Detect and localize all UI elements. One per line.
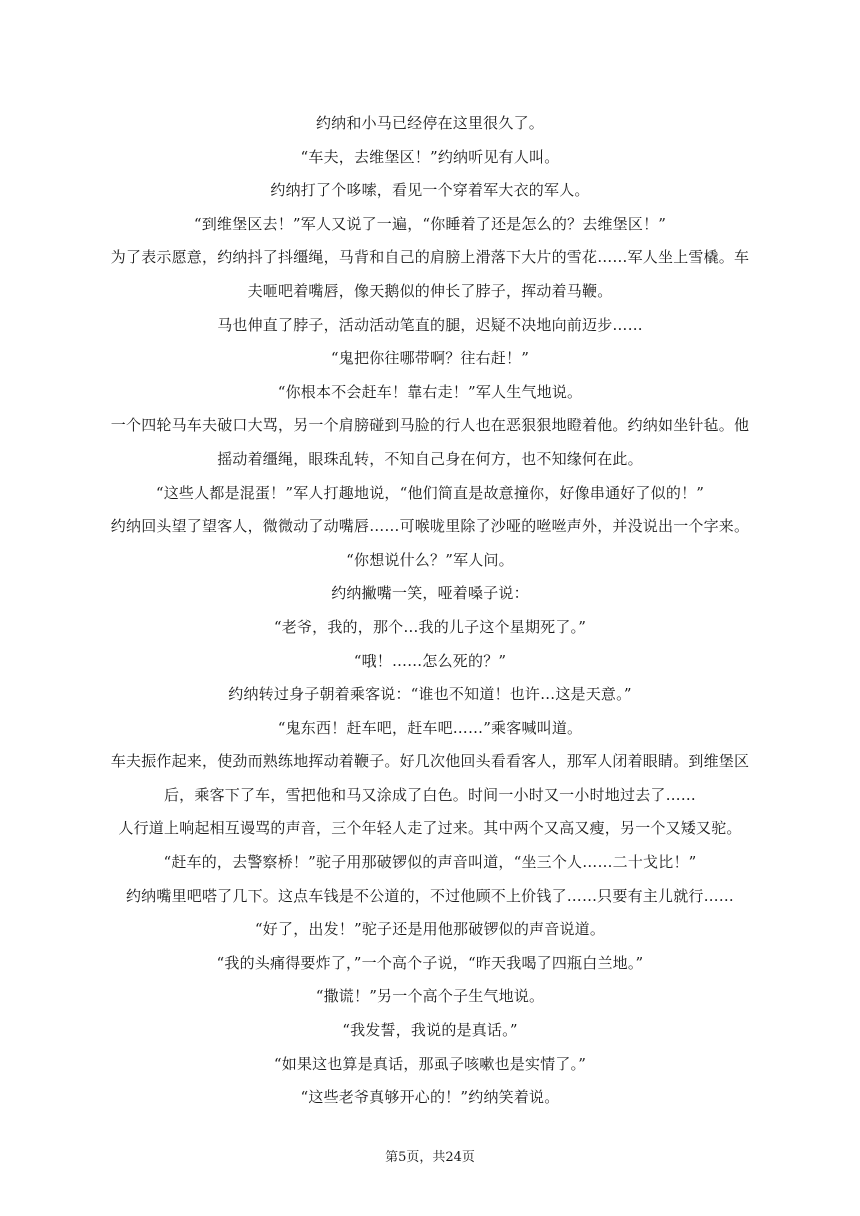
text-line: “赶车的，去警察桥！”驼子用那破锣似的声音叫道，“坐三个人……二十戈比！”	[163, 853, 697, 872]
text-line: “好了，出发！”驼子还是用他那破锣似的声音说道。	[254, 920, 606, 939]
text-line: “我的头痛得要炸了，”一个高个子说，“昨天我喝了四瓶白兰地。”	[216, 953, 644, 972]
text-line: “这些人都是混蛋！”军人打趣地说，“他们简直是故意撞你，好像串通好了似的！”	[155, 483, 705, 502]
text-line: 约纳打了个哆嗦，看见一个穿着军大衣的军人。	[270, 181, 590, 200]
text-line: 人行道上响起相互谩骂的声音，三个年轻人走了过来。其中两个又高又瘦，另一个又矮又驼。	[118, 819, 742, 838]
text-line: 约纳嘴里吧嗒了几下。这点车钱是不公道的，不过他顾不上价钱了……只要有主儿就行……	[125, 886, 734, 905]
text-line: “撒谎！”另一个高个子生气地说。	[315, 987, 545, 1006]
text-line: “你想说什么？”军人问。	[346, 550, 514, 569]
text-line: 约纳撇嘴一笑，哑着嗓子说：	[331, 584, 529, 603]
text-line: “车夫，去维堡区！”约纳听见有人叫。	[300, 147, 560, 166]
text-line: “我发誓，我说的是真话。”	[342, 1021, 518, 1040]
text-line: 约纳转过身子朝着乘客说：“谁也不知道！也许…这是天意。”	[228, 685, 632, 704]
text-line: “如果这也算是真话，那虱子咳嗽也是实情了。”	[273, 1054, 587, 1073]
text-line: 车夫振作起来，使劲而熟练地挥动着鞭子。好几次他回头看看客人，那军人闭着眼睛。到维堡区	[110, 752, 750, 771]
text-line: “鬼把你往哪带啊？往右赶！”	[330, 349, 530, 368]
text-line: 一个四轮马车夫破口大骂，另一个肩膀碰到马脸的行人也在恶狠狠地瞪着他。约纳如坐针毡。他	[110, 416, 750, 435]
text-line: 马也伸直了脖子，活动活动笔直的腿，迟疑不决地向前迈步……	[217, 315, 643, 334]
document-body	[108, 107, 752, 1115]
text-line: “你根本不会赶车！靠右走！”军人生气地说。	[277, 382, 583, 401]
text-line: “到维堡区去！”军人又说了一遍，“你睡着了还是怎么的？去维堡区！”	[193, 214, 667, 233]
text-line: “哦！……怎么死的？”	[353, 651, 507, 670]
text-line: 为了表示愿意，约纳抖了抖缰绳，马背和自己的肩膀上滑落下大片的雪花……军人坐上雪橇。车	[110, 248, 750, 267]
page-footer: 第5页，共24页	[385, 1150, 475, 1165]
text-line: “老爷，我的，那个…我的儿子这个星期死了。”	[273, 617, 587, 636]
text-line: 约纳和小马已经停在这里很久了。	[315, 114, 544, 132]
text-line: 约纳回头望了望客人，微微动了动嘴唇……可喉咙里除了沙哑的咝咝声外，并没说出一个字来。	[110, 517, 750, 536]
text-line: 夫咂吧着嘴唇，像天鹅似的伸长了脖子，挥动着马鞭。	[247, 281, 613, 300]
text-line: 后，乘客下了车，雪把他和马又涂成了白色。时间一小时又一小时地过去了……	[163, 785, 696, 804]
text-line: “鬼东西！赶车吧，赶车吧……”乘客喊叫道。	[277, 718, 583, 737]
text-line: “这些老爷真够开心的！”约纳笑着说。	[300, 1088, 560, 1107]
text-line: 摇动着缰绳，眼珠乱转，不知自己身在何方，也不知缘何在此。	[217, 449, 643, 468]
